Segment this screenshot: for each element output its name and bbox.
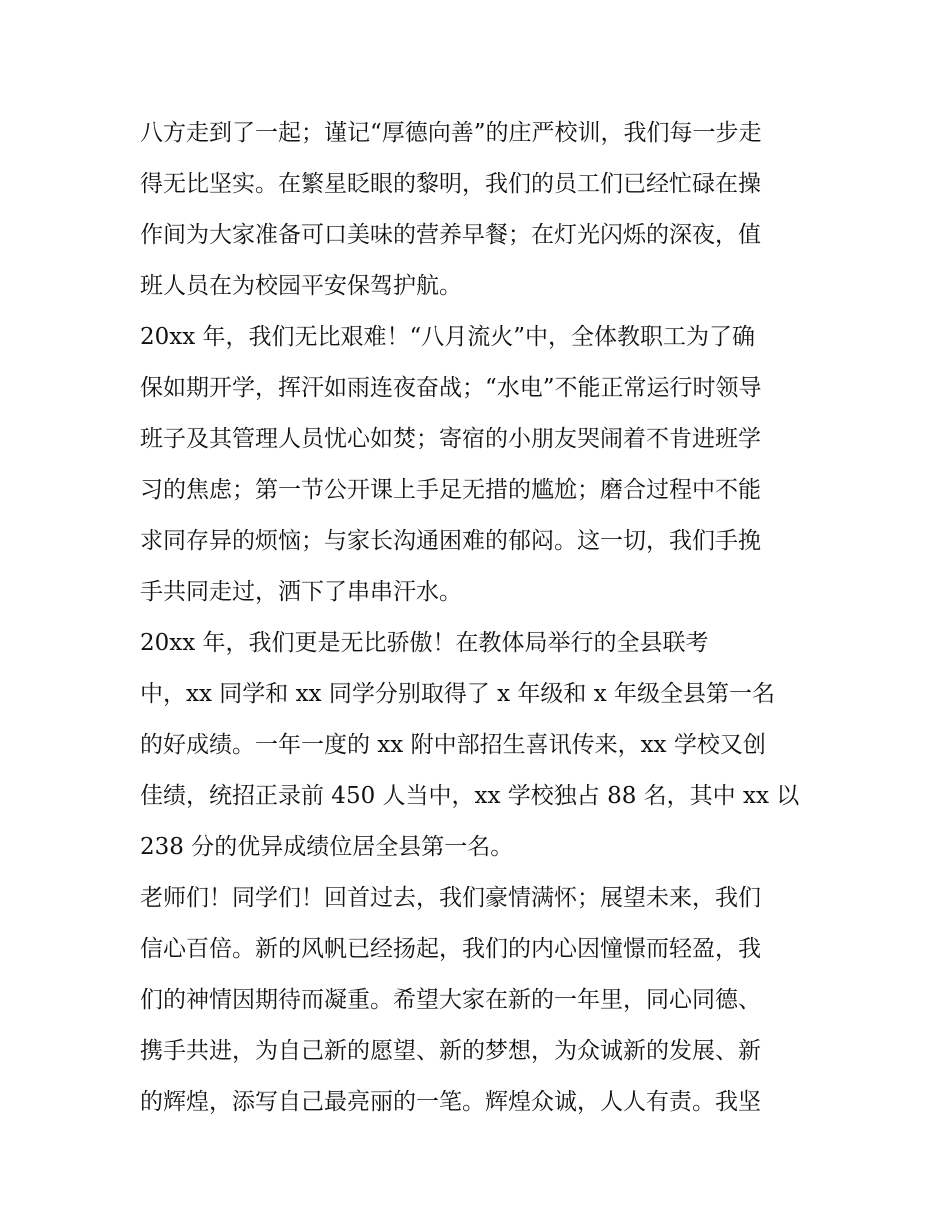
text-line: 班子及其管理人员忧心如焚；寄宿的小朋友哭闹着不肯进班学: [140, 426, 761, 452]
text-line: 求同存异的烦恼；与家长沟通困难的郁闷。这一切，我们手挽: [140, 528, 761, 554]
text-line: 携手共进，为自己新的愿望、新的梦想，为众诚新的发展、新: [140, 1038, 761, 1064]
text-line: 信心百倍。新的风帆已经扬起，我们的内心因憧憬而轻盈，我: [140, 936, 761, 962]
text-line: 20xx 年，我们无比艰难！“八月流火”中，全体教职工为了确: [140, 324, 756, 350]
text-line: 238 分的优异成绩位居全县第一名。: [140, 834, 514, 860]
text-line: 佳绩，统招正录前 450 人当中，xx 学校独占 88 名，其中 xx 以: [140, 783, 800, 809]
text-line: 中，xx 同学和 xx 同学分别取得了 x 年级和 x 年级全县第一名: [140, 681, 776, 707]
text-line: 老师们！同学们！回首过去，我们豪情满怀；展望未来，我们: [140, 885, 761, 911]
text-line: 作间为大家准备可口美味的营养早餐；在灯光闪烁的深夜，值: [140, 222, 761, 248]
text-line: 八方走到了一起；谨记“厚德向善”的庄严校训，我们每一步走: [140, 120, 762, 146]
text-line: 班人员在为校园平安保驾护航。: [140, 273, 462, 299]
text-line: 20xx 年，我们更是无比骄傲！在教体局举行的全县联考: [140, 630, 709, 656]
text-line: 保如期开学，挥汗如雨连夜奋战；“水电”不能正常运行时领导: [140, 375, 762, 401]
body-text: [140, 108, 820, 1128]
text-line: 习的焦虑；第一节公开课上手足无措的尴尬；磨合过程中不能: [140, 477, 761, 503]
text-line: 的辉煌，添写自己最亮丽的一笔。辉煌众诚，人人有责。我坚: [140, 1089, 761, 1115]
text-line: 手共同走过，洒下了串串汗水。: [140, 579, 462, 605]
text-line: 们的神情因期待而凝重。希望大家在新的一年里，同心同德、: [140, 987, 761, 1013]
text-line: 得无比坚实。在繁星眨眼的黎明，我们的员工们已经忙碌在操: [140, 171, 761, 197]
text-line: 的好成绩。一年一度的 xx 附中部招生喜讯传来，xx 学校又创: [140, 732, 766, 758]
